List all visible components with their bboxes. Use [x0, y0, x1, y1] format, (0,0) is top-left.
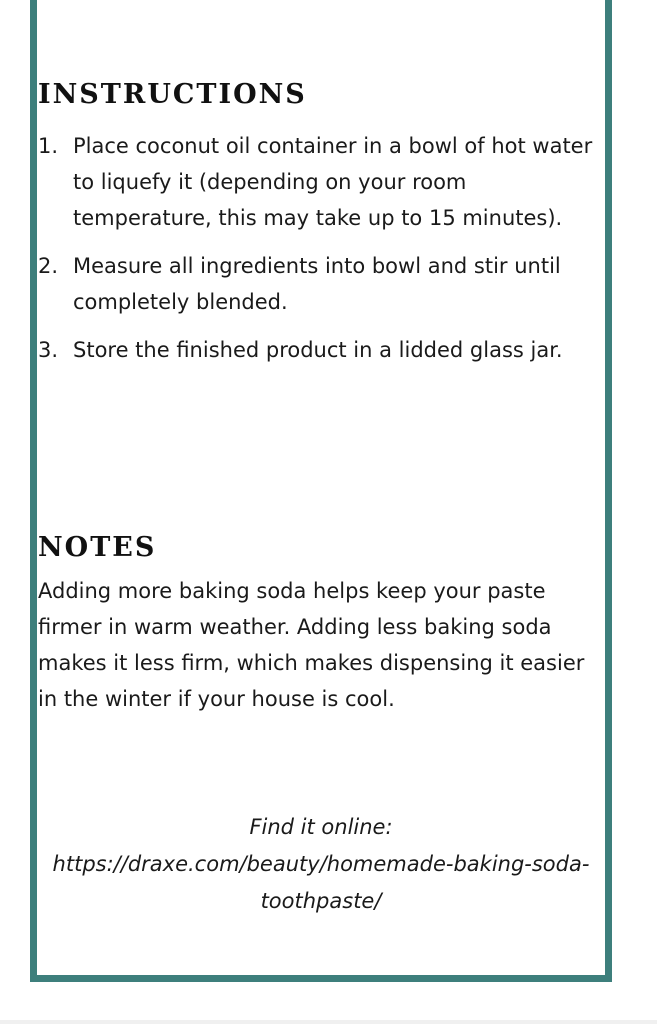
source-block [38, 809, 604, 920]
list-item [38, 128, 604, 236]
step-number: 1. [38, 134, 59, 158]
source-link[interactable]: https://draxe.com/beauty/homemade-baking-soda-toothpaste/ [52, 852, 590, 913]
step-number: 3. [38, 338, 59, 362]
list-item [38, 332, 604, 368]
instructions-heading: INSTRUCTIONS [38, 79, 307, 110]
step-text: Place coconut oil container in a bowl of hot water to liquefy it (depending on your room temperature, this may take up to 15 minutes). [73, 134, 593, 230]
step-text: Measure all ingredients into bowl and stir until completely blended. [73, 254, 561, 314]
notes-heading: NOTES [38, 532, 157, 563]
step-number: 2. [38, 254, 59, 278]
notes-text: Adding more baking soda helps keep your paste firmer in warm weather. Adding less baking soda makes it less firm, which makes dispensing it easier in the winter if your house is cool. [38, 579, 585, 711]
page-bottom-band [0, 1020, 657, 1024]
source-label: Find it online: [249, 815, 393, 839]
step-text: Store the finished product in a lidded glass jar. [73, 338, 563, 362]
list-item [38, 248, 604, 320]
instructions-list [38, 128, 604, 380]
